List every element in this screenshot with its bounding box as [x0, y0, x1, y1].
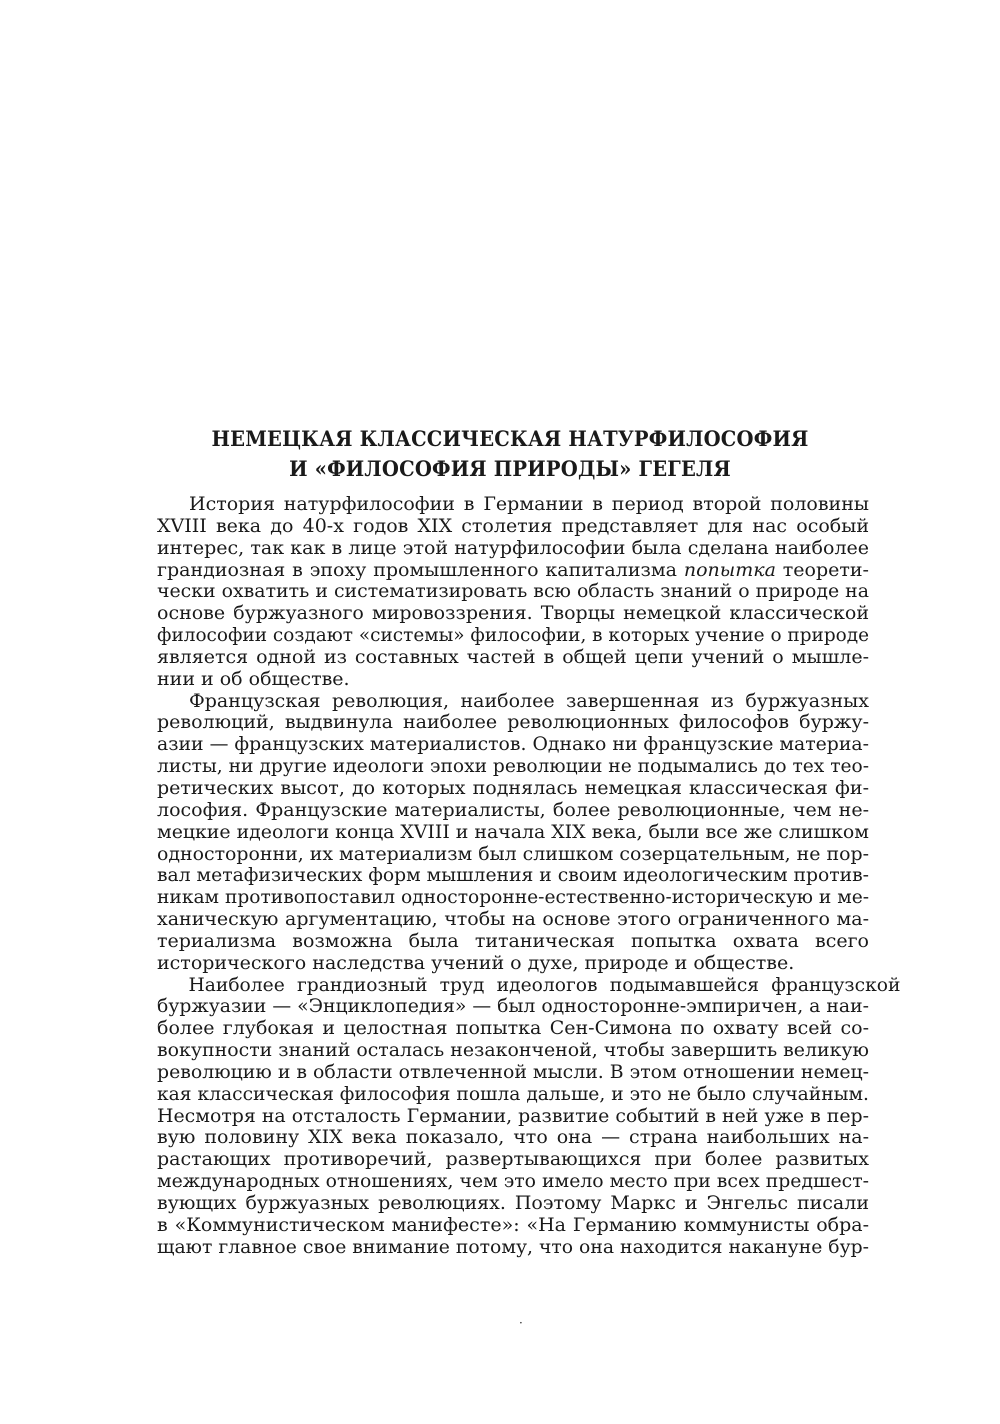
text-line: основе буржуазного мировоззрения. Творцы немецкой классической — [157, 602, 869, 625]
text-line: исторического наследства учений о духе, природе и обществе. — [157, 951, 795, 974]
text-line: ретических высот, до которых поднялась немецкая классическая фи- — [157, 776, 869, 799]
chapter-title-line-1: НЕМЕЦКАЯ КЛАССИЧЕСКАЯ НАТУРФИЛОСОФИЯ — [211, 426, 809, 451]
italic-word: попытка — [683, 558, 776, 581]
text-line: интерес, так как в лице этой натурфилософии была сделана наиболее — [157, 536, 869, 559]
text-line: растающих противоречий, развертывающихся при более развитых — [157, 1148, 869, 1171]
text-line: более глубокая и целостная попытка Сен-Симона по охвату всей со- — [157, 1017, 869, 1040]
text-line-with-italic — [157, 560, 869, 582]
text-fragment: грандиозная в эпоху промышленного капитализма — [157, 558, 677, 581]
chapter-title — [150, 424, 870, 484]
text-line: Несмотря на отсталость Германии, развитие событий в ней уже в пер- — [157, 1104, 870, 1127]
text-line: вующих буржуазных революциях. Поэтому Маркс и Энгельс писали — [157, 1192, 869, 1214]
text-line: вал метафизических форм мышления и своим идеологическим против- — [157, 864, 869, 887]
text-line: азии — французских материалистов. Однако ни французские материа- — [157, 733, 869, 756]
text-line: чески охватить и систематизировать всю область знаний о природе на — [157, 580, 870, 603]
text-line: кая классическая философия пошла дальше, и это не было случайным. — [157, 1082, 869, 1105]
text-line: буржуазии — «Энциклопедия» — был односторонне-эмпиричен, а наи- — [157, 995, 869, 1018]
text-line: XVIII века до 40-х годов XIX столетия представляет для нас особый — [157, 514, 869, 537]
text-line: является одной из составных частей в общей цепи учений о мышле- — [157, 645, 869, 668]
body-text — [157, 493, 901, 1259]
text-line: История натурфилософии в Германии в период второй половины — [189, 493, 869, 515]
text-line: в «Коммунистическом манифесте»: «На Германию коммунисты обра- — [157, 1213, 869, 1236]
text-line: вую половину XIX века показало, что она — страна наибольших на- — [157, 1126, 869, 1149]
text-line: нии и об обществе. — [157, 667, 350, 690]
text-line: ханическую аргументацию, чтобы на основе этого ограниченного ма- — [157, 908, 869, 931]
text-line: вокупности знаний осталась незаконченой, чтобы завершить великую — [157, 1039, 870, 1062]
text-line: международных отношениях, чем это имело место при всех предшест- — [157, 1170, 870, 1193]
chapter-title-line-2: И «ФИЛОСОФИЯ ПРИРОДЫ» ГЕГЕЛЯ — [289, 456, 731, 481]
text-line: никам противопоставил односторонне-естественно-историческую и ме- — [157, 886, 870, 909]
text-line: териализма возможна была титаническая попытка охвата всего — [157, 929, 869, 952]
page-mark: · — [519, 1316, 523, 1330]
text-line: революций, выдвинула наиболее революционных философов буржу- — [157, 711, 869, 734]
text-line: односторонни, их материализм был слишком созерцательным, не пор- — [157, 842, 869, 865]
text-line: лософия. Французские материалисты, более революционные, чем не- — [157, 798, 869, 821]
text-line: Французская революция, наиболее завершенная из буржуазных — [189, 689, 869, 712]
text-line: революцию и в области отвлеченной мысли. В этом отношении немец- — [157, 1060, 870, 1083]
text-line: Наиболее грандиозный труд идеологов подымавшейся французской — [188, 973, 901, 996]
text-line: мецкие идеологи конца XVIII и начала XIX века, были все же слишком — [157, 820, 869, 843]
text-line: философии создают «системы» философии, в которых учение о природе — [157, 624, 870, 647]
text-fragment: теорети- — [782, 558, 869, 581]
text-line: щают главное свое внимание потому, что она находится накануне бур- — [157, 1235, 870, 1258]
text-line: листы, ни другие идеологи эпохи революции не подымались до тех тео- — [157, 755, 870, 778]
